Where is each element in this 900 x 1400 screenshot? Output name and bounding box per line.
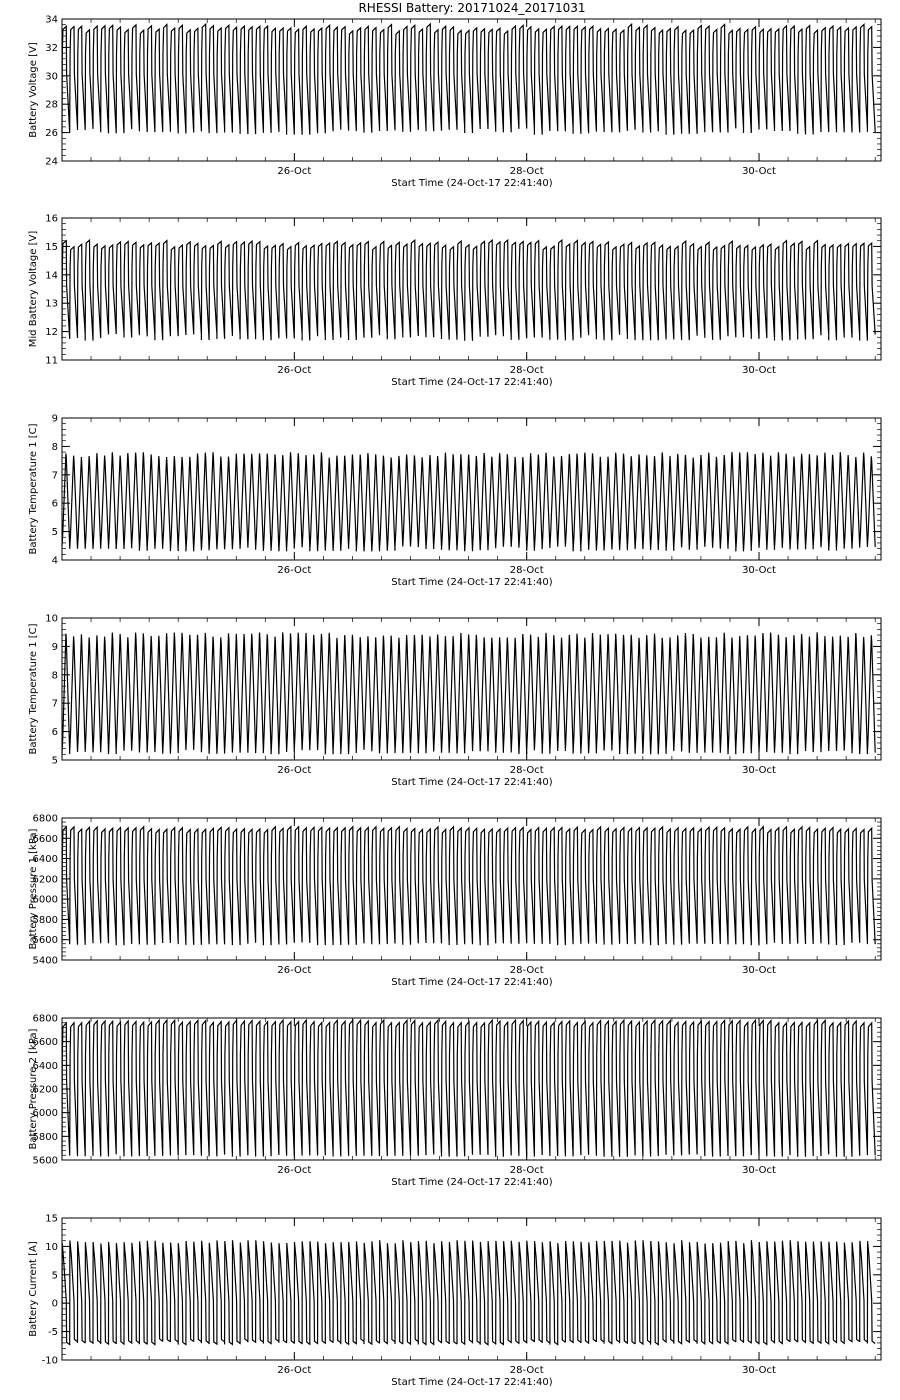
y-tick-label: 6 bbox=[51, 498, 58, 510]
x-tick-label: 26-Oct bbox=[277, 765, 312, 776]
x-axis-label: Start Time (24-Oct-17 22:41:40) bbox=[391, 1377, 553, 1388]
y-tick-label: -10 bbox=[41, 1355, 58, 1367]
y-axis-label: Battery Pressure 2 [kPa] bbox=[28, 1028, 39, 1150]
panel-4 bbox=[28, 614, 881, 789]
y-tick-label: 8 bbox=[51, 670, 58, 682]
y-tick-label: 10 bbox=[45, 613, 58, 625]
x-tick-label: 26-Oct bbox=[277, 166, 312, 177]
y-tick-label: 32 bbox=[45, 42, 58, 54]
y-tick-label: 5800 bbox=[32, 914, 58, 926]
y-axis-label: Battery Temperature 1 [C] bbox=[28, 423, 39, 555]
series-line-1 bbox=[62, 632, 875, 754]
y-tick-label: 9 bbox=[51, 641, 58, 653]
x-tick-label: 30-Oct bbox=[742, 565, 776, 576]
series-line-1 bbox=[62, 1020, 875, 1156]
x-tick-label: 26-Oct bbox=[277, 365, 312, 376]
y-tick-label: 4 bbox=[51, 555, 58, 567]
y-axis-label: Mid Battery Voltage [V] bbox=[28, 230, 39, 348]
figure-title: RHESSI Battery: 20171024_20171031 bbox=[358, 1, 586, 15]
y-tick-label: 15 bbox=[45, 241, 58, 253]
x-tick-label: 30-Oct bbox=[742, 1165, 776, 1176]
y-tick-label: 11 bbox=[45, 355, 58, 367]
y-tick-label: 5600 bbox=[32, 935, 58, 947]
y-tick-label: 5 bbox=[51, 527, 58, 539]
y-tick-label: 24 bbox=[45, 156, 58, 168]
y-tick-label: 26 bbox=[45, 128, 58, 140]
series-line-1 bbox=[62, 827, 875, 946]
y-tick-label: 6800 bbox=[32, 813, 58, 825]
y-tick-label: 34 bbox=[45, 14, 58, 26]
y-tick-label: 14 bbox=[45, 270, 58, 282]
x-tick-label: 28-Oct bbox=[509, 365, 544, 376]
x-tick-label: 30-Oct bbox=[742, 365, 776, 376]
y-tick-label: 6200 bbox=[32, 1084, 58, 1096]
x-tick-label: 28-Oct bbox=[509, 166, 544, 177]
y-tick-label: 6600 bbox=[32, 1037, 58, 1049]
x-tick-label: 26-Oct bbox=[277, 1165, 312, 1176]
y-tick-label: 13 bbox=[45, 298, 58, 310]
plot-frame bbox=[62, 218, 881, 360]
series-line-1 bbox=[62, 1240, 875, 1345]
x-tick-label: 28-Oct bbox=[509, 1365, 544, 1376]
x-axis-label: Start Time (24-Oct-17 22:41:40) bbox=[391, 977, 553, 988]
x-tick-label: 26-Oct bbox=[277, 1365, 312, 1376]
panel-6 bbox=[28, 1014, 881, 1189]
y-tick-label: 5800 bbox=[32, 1131, 58, 1143]
y-axis-label: Battery Temperature 1 [C] bbox=[28, 623, 39, 755]
y-axis-label: Battery Pressure 1 [kPa] bbox=[28, 828, 39, 950]
x-tick-label: 28-Oct bbox=[509, 1165, 544, 1176]
series-line-1 bbox=[62, 24, 875, 135]
y-tick-label: 10 bbox=[45, 1241, 58, 1253]
panel-7 bbox=[28, 1214, 881, 1389]
y-tick-label: 6400 bbox=[32, 1060, 58, 1072]
y-tick-label: 16 bbox=[45, 213, 58, 225]
panel-3 bbox=[28, 414, 881, 589]
x-tick-label: 28-Oct bbox=[509, 765, 544, 776]
y-axis-label: Battery Current [A] bbox=[28, 1241, 39, 1337]
x-axis-label: Start Time (24-Oct-17 22:41:40) bbox=[391, 178, 553, 189]
y-tick-label: 6 bbox=[51, 727, 58, 739]
x-tick-label: 28-Oct bbox=[509, 565, 544, 576]
plot-frame bbox=[62, 19, 881, 161]
y-tick-label: 7 bbox=[51, 698, 58, 710]
y-tick-label: 6000 bbox=[32, 1108, 58, 1120]
panel-2 bbox=[28, 214, 881, 389]
series-line-1 bbox=[62, 452, 875, 551]
y-tick-label: 6000 bbox=[32, 894, 58, 906]
y-tick-label: -5 bbox=[48, 1327, 58, 1339]
x-tick-label: 30-Oct bbox=[742, 765, 776, 776]
x-axis-label: Start Time (24-Oct-17 22:41:40) bbox=[391, 377, 553, 388]
y-tick-label: 5400 bbox=[32, 955, 58, 967]
y-tick-label: 5 bbox=[51, 755, 58, 767]
y-tick-label: 28 bbox=[45, 99, 58, 111]
y-tick-label: 6600 bbox=[32, 833, 58, 845]
y-tick-label: 6400 bbox=[32, 854, 58, 866]
x-axis-label: Start Time (24-Oct-17 22:41:40) bbox=[391, 777, 553, 788]
y-tick-label: 0 bbox=[51, 1298, 58, 1310]
x-tick-label: 30-Oct bbox=[742, 1365, 776, 1376]
panel-1 bbox=[28, 15, 881, 190]
y-tick-label: 30 bbox=[45, 71, 58, 83]
y-axis-label: Battery Voltage [V] bbox=[28, 42, 39, 138]
x-tick-label: 28-Oct bbox=[509, 965, 544, 976]
y-tick-label: 5600 bbox=[32, 1155, 58, 1167]
x-tick-label: 30-Oct bbox=[742, 965, 776, 976]
x-axis-label: Start Time (24-Oct-17 22:41:40) bbox=[391, 577, 553, 588]
y-tick-label: 12 bbox=[45, 327, 58, 339]
y-tick-label: 5 bbox=[51, 1270, 58, 1282]
y-tick-label: 6200 bbox=[32, 874, 58, 886]
y-tick-label: 9 bbox=[51, 413, 58, 425]
y-tick-label: 8 bbox=[51, 441, 58, 453]
y-tick-label: 6800 bbox=[32, 1013, 58, 1025]
y-tick-label: 7 bbox=[51, 470, 58, 482]
x-tick-label: 26-Oct bbox=[277, 565, 312, 576]
x-tick-label: 30-Oct bbox=[742, 166, 776, 177]
y-tick-label: 15 bbox=[45, 1213, 58, 1225]
x-axis-label: Start Time (24-Oct-17 22:41:40) bbox=[391, 1177, 553, 1188]
panels bbox=[28, 15, 881, 1389]
plot-frame bbox=[62, 1218, 881, 1360]
x-tick-label: 26-Oct bbox=[277, 965, 312, 976]
panel-5 bbox=[28, 814, 881, 989]
series-line-1 bbox=[62, 240, 875, 341]
